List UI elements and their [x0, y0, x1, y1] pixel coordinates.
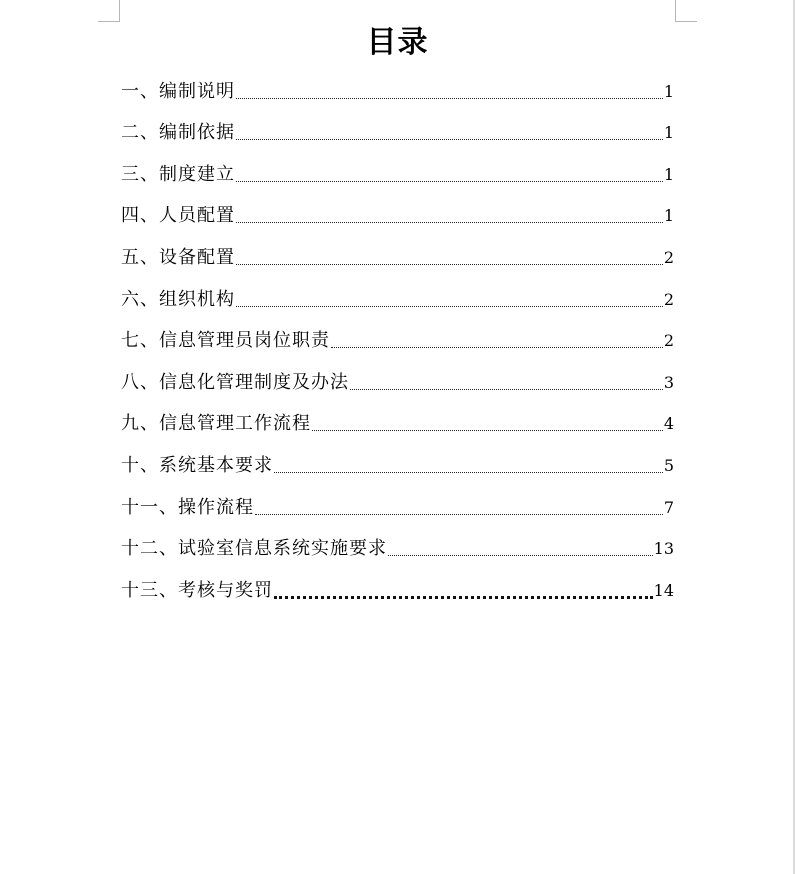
toc-entry-label: 九、信息管理工作流程 [121, 413, 311, 435]
toc-leader-dots [236, 222, 663, 223]
toc-entry[interactable] [121, 569, 674, 611]
toc-entry-page: 4 [663, 414, 674, 434]
toc-leader-dots [236, 306, 663, 307]
toc-entry[interactable] [121, 320, 674, 362]
toc-entry-label: 十三、考核与奖罚 [121, 579, 273, 601]
toc-leader-dots [236, 181, 663, 182]
toc-entry-page: 2 [663, 331, 674, 351]
toc-entry[interactable] [121, 278, 674, 320]
toc-entry-page: 1 [663, 81, 674, 101]
toc-entry-page: 1 [663, 206, 674, 226]
toc-entry-page: 2 [663, 289, 674, 309]
toc-entry[interactable] [121, 112, 674, 154]
toc-entry-label: 八、信息化管理制度及办法 [121, 371, 349, 393]
toc-entry-label: 一、编制说明 [121, 80, 235, 102]
page-title: 目录 [366, 25, 429, 60]
toc-entry-label: 五、设备配置 [121, 246, 235, 268]
toc-entry-page: 13 [653, 539, 674, 559]
toc-entry[interactable] [121, 486, 674, 528]
toc-leader-dots [274, 596, 653, 599]
toc-leader-dots [312, 430, 663, 431]
toc-entry-page: 1 [663, 164, 674, 184]
crop-mark-top-right [675, 0, 697, 22]
toc-entry[interactable] [121, 361, 674, 403]
toc-leader-dots [331, 347, 663, 348]
toc-entry-page: 14 [653, 580, 674, 600]
toc-leader-dots [236, 139, 663, 140]
toc-entry-label: 七、信息管理员岗位职责 [121, 330, 330, 352]
crop-mark-top-left [98, 0, 120, 22]
toc-entry[interactable] [121, 70, 674, 112]
toc-entry[interactable] [121, 403, 674, 445]
toc-entry-page: 2 [663, 247, 674, 267]
toc-leader-dots [255, 514, 663, 515]
toc-entry[interactable] [121, 444, 674, 486]
table-of-contents [121, 70, 674, 611]
toc-entry-label: 十一、操作流程 [121, 496, 254, 518]
toc-leader-dots [388, 555, 653, 556]
toc-leader-dots [236, 98, 663, 99]
toc-entry-page: 3 [663, 372, 674, 392]
toc-leader-dots [236, 264, 663, 265]
toc-entry-label: 六、组织机构 [121, 288, 235, 310]
toc-entry[interactable] [121, 153, 674, 195]
toc-entry[interactable] [121, 195, 674, 237]
toc-entry-page: 1 [663, 123, 674, 143]
toc-entry-page: 5 [663, 455, 674, 475]
toc-entry[interactable] [121, 236, 674, 278]
toc-entry-page: 7 [663, 497, 674, 517]
toc-leader-dots [274, 472, 663, 473]
toc-entry-label: 四、人员配置 [121, 205, 235, 227]
toc-entry-label: 十二、试验室信息系统实施要求 [121, 538, 387, 560]
toc-entry-label: 二、编制依据 [121, 122, 235, 144]
toc-entry-label: 三、制度建立 [121, 163, 235, 185]
toc-leader-dots [350, 389, 663, 390]
toc-entry-label: 十、系统基本要求 [121, 454, 273, 476]
toc-entry[interactable] [121, 528, 674, 570]
